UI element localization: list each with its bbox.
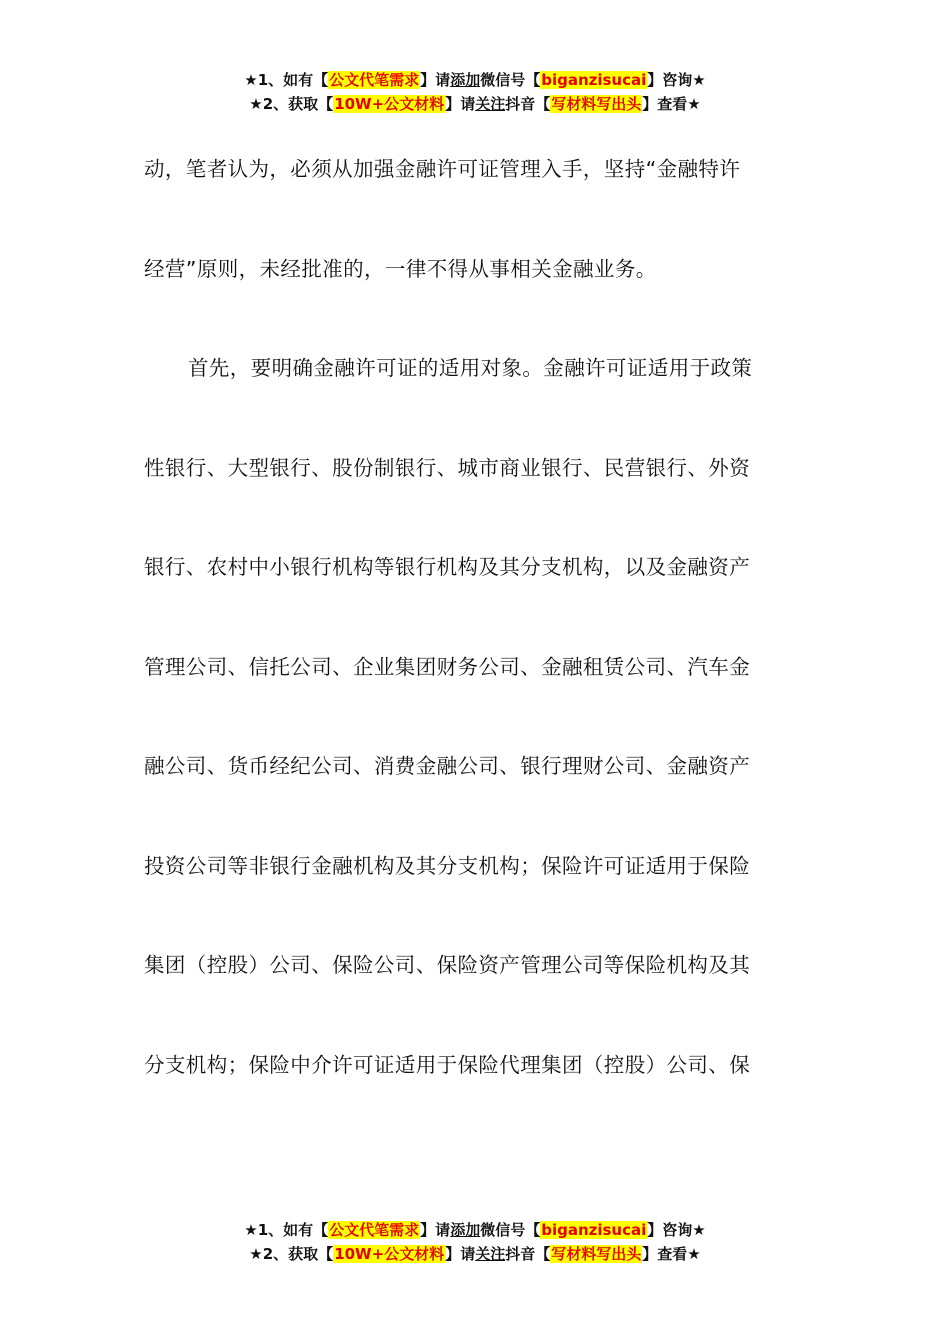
highlight-wechat-id: biganzisucai xyxy=(541,1221,647,1239)
banner-text: 】咨询★ xyxy=(647,71,706,89)
banner-line-1 xyxy=(0,68,950,92)
highlight-materials: 10W+公文材料 xyxy=(334,95,445,113)
banner-text: 】请 xyxy=(420,71,451,89)
document-body xyxy=(144,120,794,1115)
banner-text: ★2、获取【 xyxy=(249,1245,334,1263)
underlined-follow: 关注 xyxy=(475,1245,506,1263)
underlined-follow: 关注 xyxy=(475,95,506,113)
banner-text: 抖音【 xyxy=(505,1245,551,1263)
banner-text: 抖音【 xyxy=(505,95,551,113)
highlight-douyin-id: 写材料写出头 xyxy=(551,1245,642,1263)
body-line: 集团（控股）公司、保险公司、保险资产管理公司等保险机构及其 xyxy=(144,953,751,977)
body-line: 性银行、大型银行、股份制银行、城市商业银行、民营银行、外资 xyxy=(144,455,751,480)
banner-text: 】查看★ xyxy=(642,95,701,113)
highlight-wechat-id: biganzisucai xyxy=(541,71,647,89)
banner-text: 微信号【 xyxy=(480,1221,541,1239)
body-line: 银行、农村中小银行机构等银行机构及其分支机构，以及金融资产 xyxy=(144,555,751,579)
banner-line-1 xyxy=(0,1218,950,1242)
body-line: 经营”原则，未经批准的，一律不得从事相关金融业务。 xyxy=(144,256,657,281)
footer-banner xyxy=(0,1218,950,1266)
banner-line-2 xyxy=(0,1242,950,1266)
banner-text: 】查看★ xyxy=(642,1245,701,1263)
header-banner xyxy=(0,68,950,116)
body-line: 融公司、货币经纪公司、消费金融公司、银行理财公司、金融资产 xyxy=(144,754,751,778)
body-line: 分支机构；保险中介许可证适用于保险代理集团（控股）公司、保 xyxy=(144,1052,751,1077)
banner-text: 微信号【 xyxy=(480,71,541,89)
highlight-douyin-id: 写材料写出头 xyxy=(551,95,642,113)
banner-text: 】咨询★ xyxy=(647,1221,706,1239)
banner-text: ★1、如有【 xyxy=(244,1221,329,1239)
body-line: 投资公司等非银行金融机构及其分支机构；保险许可证适用于保险 xyxy=(144,853,751,878)
banner-text: ★1、如有【 xyxy=(244,71,329,89)
banner-line-2 xyxy=(0,92,950,116)
underlined-add: 添加 xyxy=(450,1221,481,1239)
banner-text: 】请 xyxy=(445,95,476,113)
underlined-add: 添加 xyxy=(450,71,481,89)
highlight-materials: 10W+公文材料 xyxy=(334,1245,445,1263)
body-line: 动，笔者认为，必须从加强金融许可证管理入手，坚持“金融特许 xyxy=(144,157,741,181)
banner-text: 】请 xyxy=(445,1245,476,1263)
banner-text: ★2、获取【 xyxy=(249,95,334,113)
highlight-service: 公文代笔需求 xyxy=(329,1221,420,1239)
body-line: 首先，要明确金融许可证的适用对象。金融许可证适用于政策 xyxy=(188,356,753,380)
banner-text: 】请 xyxy=(420,1221,451,1239)
highlight-service: 公文代笔需求 xyxy=(329,71,420,89)
body-line: 管理公司、信托公司、企业集团财务公司、金融租赁公司、汽车金 xyxy=(144,654,751,679)
